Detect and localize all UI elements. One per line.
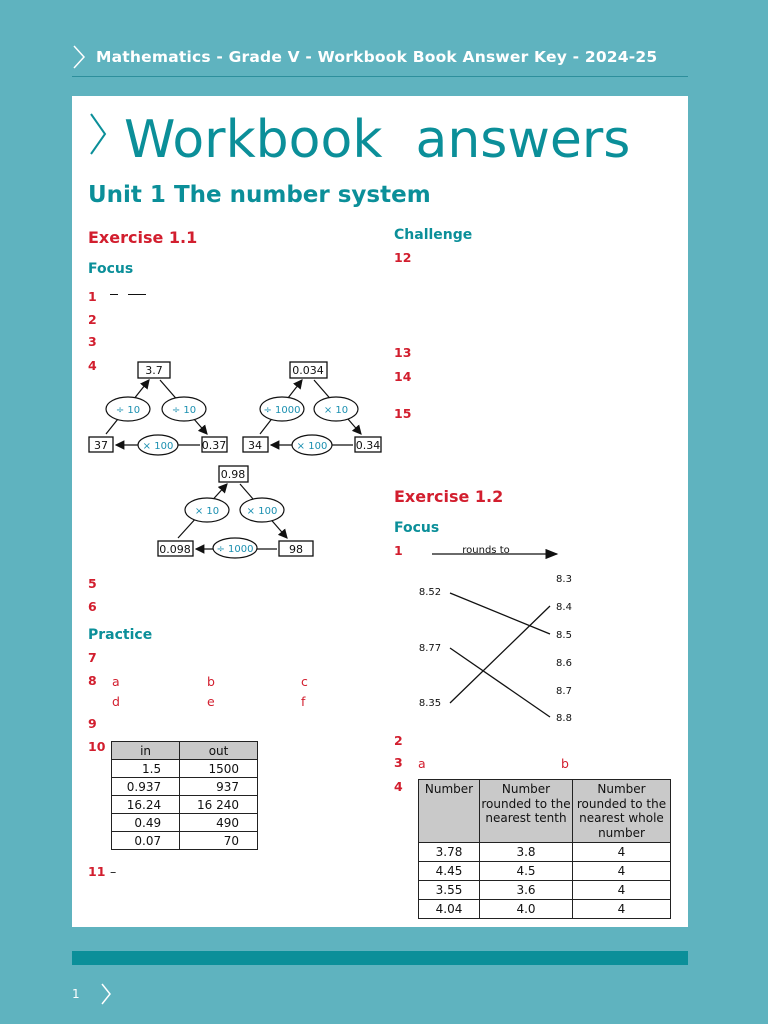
diagram-value: 34 xyxy=(248,439,262,452)
rounded-value: 8.4 xyxy=(556,602,572,613)
table-cell: 0.07 xyxy=(112,832,180,850)
page-title: Workbook answers xyxy=(124,110,631,170)
operation-label: ÷ 10 xyxy=(115,405,141,416)
footer-bar xyxy=(72,951,688,965)
practice-heading: Practice xyxy=(88,627,153,643)
rounded-value: 8.6 xyxy=(556,658,572,669)
question-number: 2 xyxy=(394,733,403,748)
operation-label: × 100 xyxy=(246,506,278,517)
decimal-value: 8.52 xyxy=(418,587,442,598)
table-row xyxy=(112,832,258,850)
question-number: 1 xyxy=(394,543,403,558)
question-number: 14 xyxy=(394,369,412,384)
diagram-3 xyxy=(158,466,313,558)
table-cell: 4 xyxy=(573,862,671,881)
table-cell: 1.5 xyxy=(112,760,180,778)
operation-label: ÷ 1000 xyxy=(263,405,301,416)
diagram-value: 98 xyxy=(289,543,303,556)
part-letter: d xyxy=(112,694,120,709)
table-cell: 4 xyxy=(573,843,671,862)
answer-page xyxy=(72,96,688,927)
table-row xyxy=(112,796,258,814)
question-number: 12 xyxy=(394,250,412,265)
table-cell: 3.8 xyxy=(480,843,573,862)
question-number: 8 xyxy=(88,673,97,688)
exercise-1-1-title: Exercise 1.1 xyxy=(88,228,198,247)
question-number: 4 xyxy=(394,779,403,794)
rounded-value: 8.5 xyxy=(556,630,572,641)
exercise-1-2-title: Exercise 1.2 xyxy=(394,487,504,506)
decimal-value: 8.77 xyxy=(418,643,442,654)
question-number: 3 xyxy=(394,755,403,770)
rounding-matching-diagram xyxy=(402,536,592,726)
question-number: 7 xyxy=(88,650,97,665)
operation-diagrams xyxy=(72,96,392,576)
table-cell: 16 240 xyxy=(180,796,258,814)
rounded-value: 8.7 xyxy=(556,686,572,697)
part-letter: e xyxy=(207,694,215,709)
rounded-value: 8.8 xyxy=(556,713,572,724)
diagram-2 xyxy=(243,362,381,455)
question-number: 13 xyxy=(394,345,412,360)
table-cell: 0.49 xyxy=(112,814,180,832)
unit-title: Unit 1 The number system xyxy=(88,182,431,208)
table-header: out xyxy=(180,742,258,760)
diagram-value: 0.098 xyxy=(159,543,191,556)
question-number: 1 xyxy=(88,289,97,304)
diagram-value: 0.034 xyxy=(292,364,324,377)
table-cell: 4.45 xyxy=(419,862,480,881)
part-letter: f xyxy=(301,694,306,709)
table-cell: 4.0 xyxy=(480,900,573,919)
table-header: in xyxy=(112,742,180,760)
operation-label: × 100 xyxy=(296,441,328,452)
header-title: Mathematics - Grade V - Workbook Book Answer Key - 2024-25 xyxy=(96,48,658,66)
table-cell: 4 xyxy=(573,881,671,900)
table-cell: 4.5 xyxy=(480,862,573,881)
rounded-value: 8.3 xyxy=(556,574,572,585)
table-header: Number rounded to the nearest tenth xyxy=(480,780,573,843)
question-number: 11 xyxy=(88,864,106,879)
table-cell: 3.6 xyxy=(480,881,573,900)
answer-dash: – xyxy=(110,864,117,879)
operation-label: × 100 xyxy=(142,441,174,452)
part-letter: a xyxy=(418,756,426,771)
matching-line xyxy=(450,593,550,634)
part-letter: b xyxy=(561,756,569,771)
diagram-value: 0.34 xyxy=(355,439,381,452)
question-number: 4 xyxy=(88,358,97,373)
table-row xyxy=(419,843,671,862)
rounds-to-label: rounds to xyxy=(462,545,510,556)
table-header-row xyxy=(112,742,258,760)
in-out-table xyxy=(111,741,258,850)
question-number: 10 xyxy=(88,739,106,754)
table-row xyxy=(419,881,671,900)
focus-heading: Focus xyxy=(88,261,134,277)
diagram-value: 0.37 xyxy=(201,439,227,452)
chevron-right-icon xyxy=(72,44,86,70)
table-row xyxy=(419,862,671,881)
question-number: 3 xyxy=(88,334,97,349)
table-cell: 1500 xyxy=(180,760,258,778)
focus-heading: Focus xyxy=(394,520,440,536)
header-divider xyxy=(72,76,688,77)
rounding-table xyxy=(418,779,671,919)
table-cell: 4.04 xyxy=(419,900,480,919)
table-cell: 3.78 xyxy=(419,843,480,862)
decimal-value: 8.35 xyxy=(418,698,442,709)
chevron-right-icon xyxy=(100,982,112,1006)
table-header-row xyxy=(419,780,671,843)
diagram-value: 3.7 xyxy=(145,364,163,377)
page-number: 1 xyxy=(72,987,80,1001)
matching-line xyxy=(450,648,550,717)
table-cell: 3.55 xyxy=(419,881,480,900)
table-header: Number xyxy=(419,780,480,843)
operation-label: × 10 xyxy=(323,405,349,416)
table-cell: 70 xyxy=(180,832,258,850)
matching-line xyxy=(450,606,550,703)
part-letter: b xyxy=(207,674,215,689)
part-letter: c xyxy=(301,674,308,689)
table-cell: 490 xyxy=(180,814,258,832)
question-number: 6 xyxy=(88,599,97,614)
table-header: Number rounded to the nearest whole number xyxy=(573,780,671,843)
challenge-heading: Challenge xyxy=(394,227,473,243)
operation-label: × 10 xyxy=(194,506,220,517)
table-cell: 16.24 xyxy=(112,796,180,814)
table-row xyxy=(112,778,258,796)
question-number: 2 xyxy=(88,312,97,327)
table-cell: 0.937 xyxy=(112,778,180,796)
diagram-1 xyxy=(89,362,227,455)
question-number: 9 xyxy=(88,716,97,731)
table-row xyxy=(112,760,258,778)
table-cell: 937 xyxy=(180,778,258,796)
operation-label: ÷ 10 xyxy=(171,405,197,416)
table-row xyxy=(112,814,258,832)
part-letter: a xyxy=(112,674,120,689)
diagram-value: 0.98 xyxy=(220,468,246,481)
table-cell: 4 xyxy=(573,900,671,919)
diagram-value: 37 xyxy=(94,439,108,452)
question-number: 15 xyxy=(394,406,412,421)
table-row xyxy=(419,900,671,919)
operation-label: ÷ 1000 xyxy=(216,544,254,555)
question-number: 5 xyxy=(88,576,97,591)
